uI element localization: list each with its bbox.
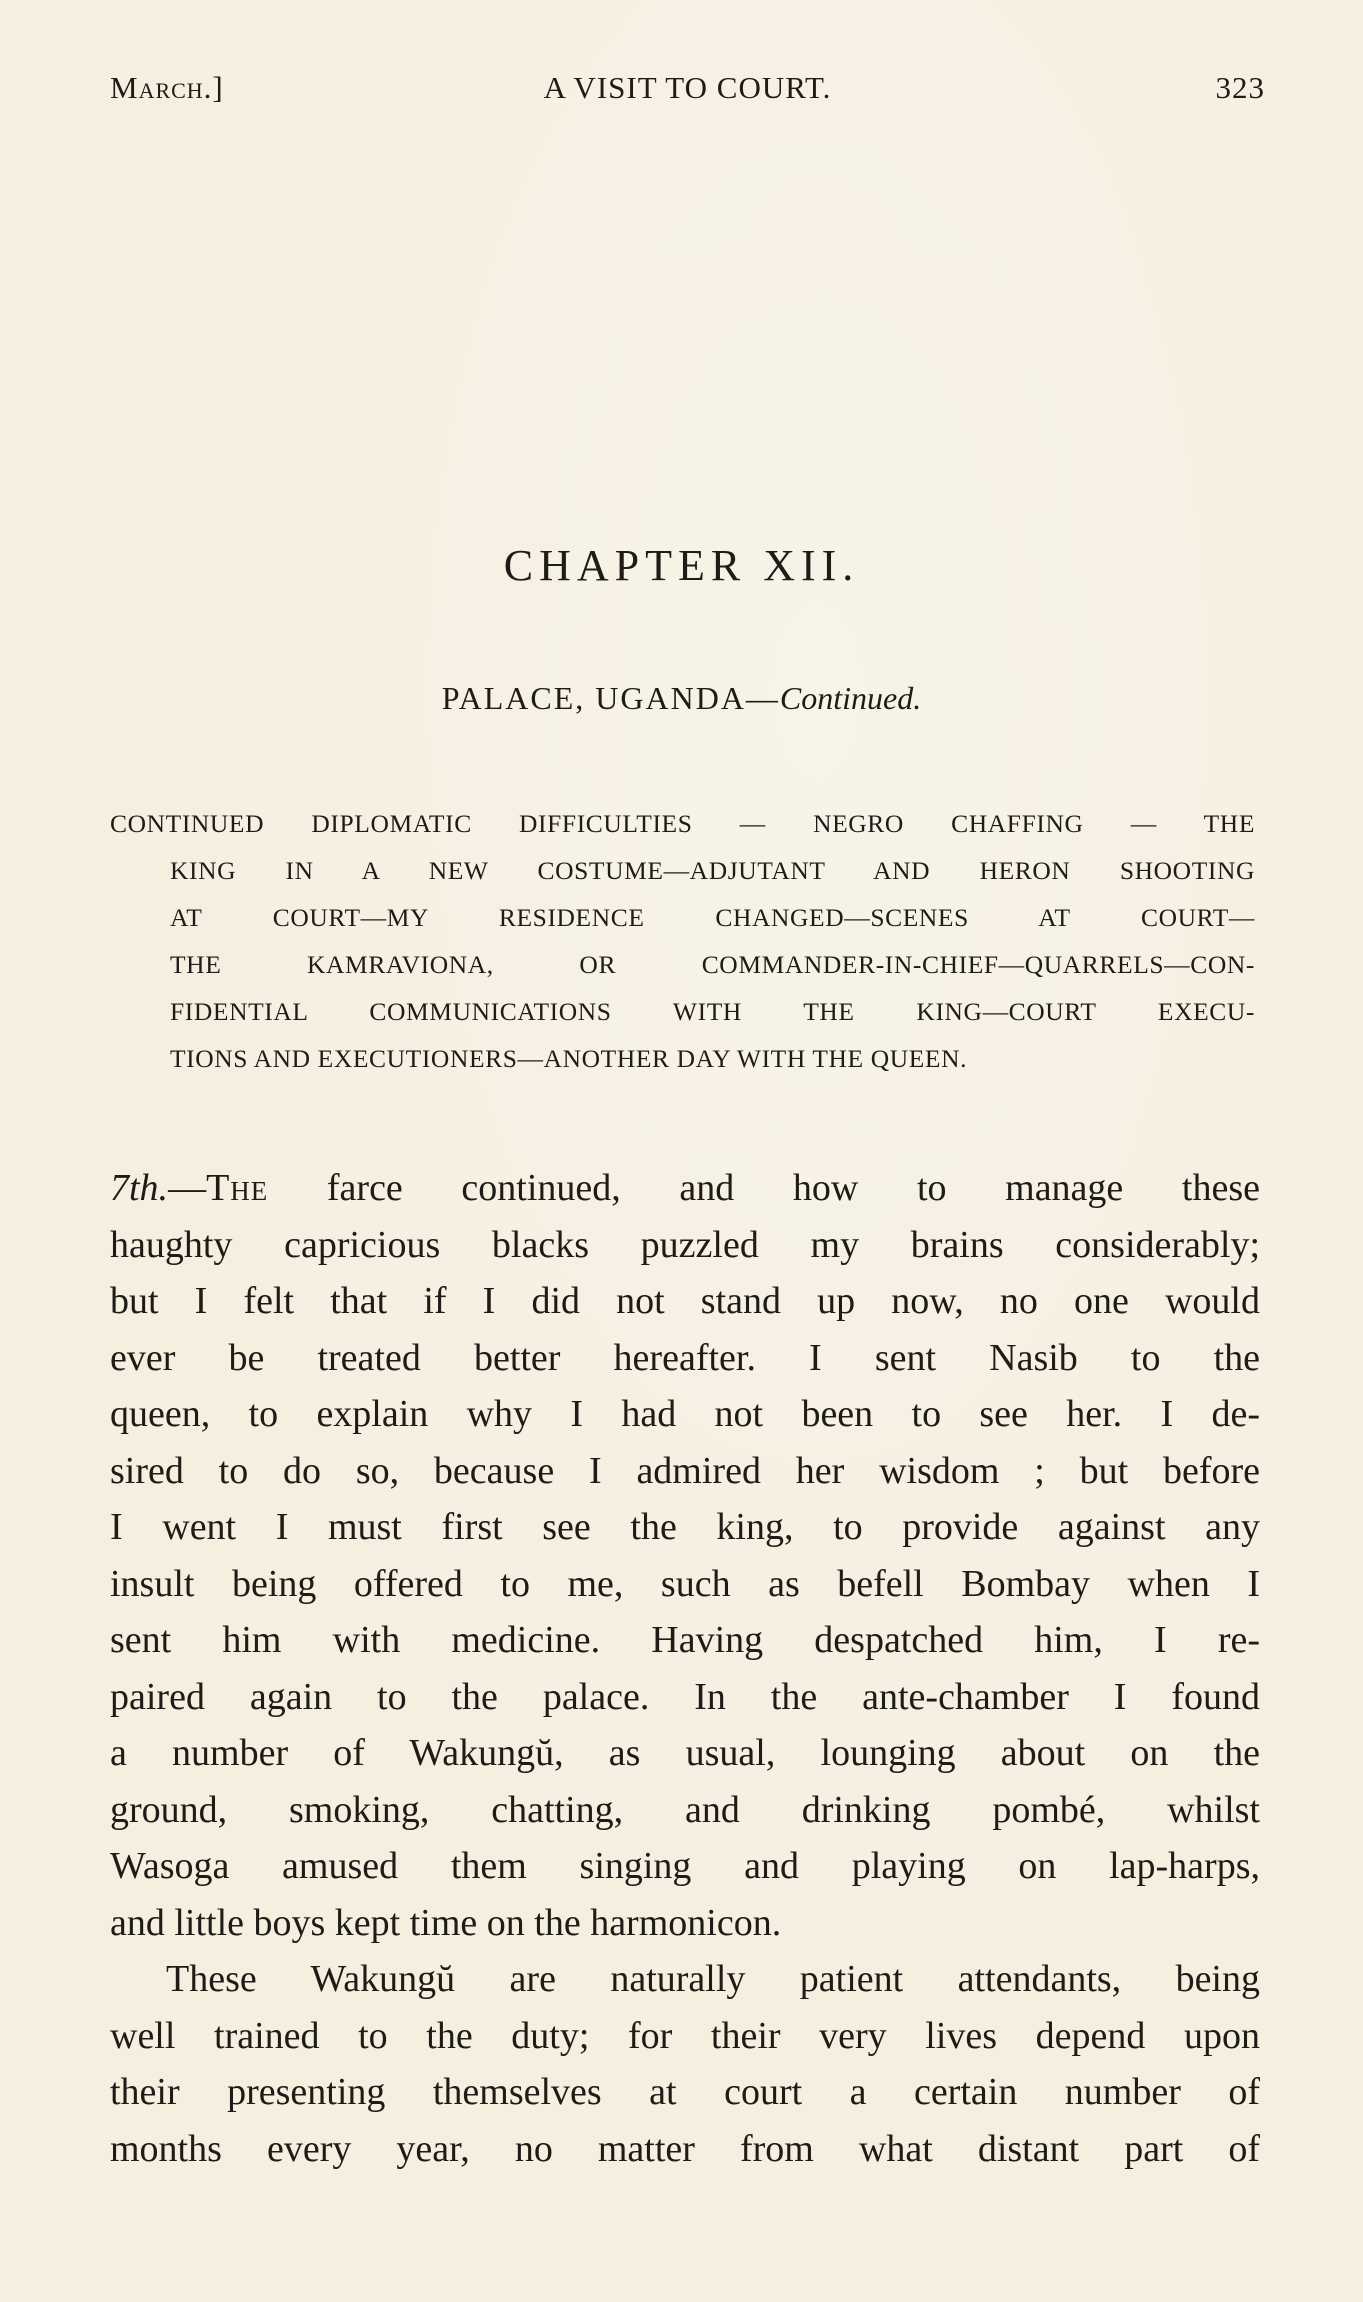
body-line: sent him with medicine. Having despatched him, I re- — [110, 1619, 1260, 1661]
body-line: haughty capricious blacks puzzled my brains considerably; — [110, 1223, 1260, 1266]
entry-first-word: The — [206, 1167, 269, 1209]
summary-line: THE KAMRAVIONA, OR COMMANDER-IN-CHIEF—QUARRELS—CON- — [170, 950, 1255, 979]
body-line: ever be treated better hereafter. I sent Nasib to the — [110, 1336, 1260, 1379]
chapter-subtitle-main: PALACE, UGANDA— — [441, 680, 780, 716]
body-line: but I felt that if I did not stand up now, no one would — [110, 1280, 1260, 1322]
summary-line: FIDENTIAL COMMUNICATIONS WITH THE KING—COURT EXECU- — [170, 997, 1255, 1026]
body-line: ground, smoking, chatting, and drinking pombé, whilst — [110, 1788, 1260, 1831]
chapter-subtitle — [0, 680, 1363, 717]
body-line: These Wakungŭ are naturally patient attendants, being — [166, 1958, 1260, 2000]
body-line: and little boys kept time on the harmonicon. — [110, 1901, 782, 1944]
chapter-subtitle-continued: Continued. — [779, 680, 922, 716]
body-line: I went I must first see the king, to provide against any — [110, 1506, 1260, 1548]
body-line: well trained to the duty; for their very lives depend upon — [110, 2014, 1260, 2057]
entry-first-line-rest: farce continued, and how to manage these — [268, 1167, 1260, 1209]
page-number: 323 — [1215, 70, 1265, 105]
entry-date: 7th. — [110, 1167, 169, 1209]
chapter-summary — [110, 800, 1255, 1082]
summary-line: KING IN A NEW COSTUME—ADJUTANT AND HERON SHOOTING — [170, 856, 1255, 885]
summary-line: AT COURT—MY RESIDENCE CHANGED—SCENES AT COURT— — [170, 903, 1255, 932]
entry-dash: — — [168, 1167, 207, 1209]
body-line: paired again to the palace. In the ante-chamber I found — [110, 1675, 1260, 1718]
summary-line: CONTINUED DIPLOMATIC DIFFICULTIES — NEGRO CHAFFING — THE — [110, 809, 1255, 838]
body-line: Wasoga amused them singing and playing on lap-harps, — [110, 1845, 1260, 1887]
body-line: queen, to explain why I had not been to see her. I de- — [110, 1393, 1260, 1435]
running-head-title: A VISIT TO COURT. — [543, 70, 832, 105]
summary-line: TIONS AND EXECUTIONERS—ANOTHER DAY WITH THE QUEEN. — [170, 1044, 968, 1073]
running-head — [110, 70, 1265, 110]
body-line-first — [110, 1160, 1260, 1217]
body-line: their presenting themselves at court a certain number of — [110, 2071, 1260, 2113]
body-line: sired to do so, because I admired her wisdom ; but before — [110, 1449, 1260, 1492]
body-text — [110, 1160, 1260, 2177]
body-line: a number of Wakungŭ, as usual, lounging about on the — [110, 1732, 1260, 1774]
running-head-month: March.] — [110, 70, 224, 105]
body-line: months every year, no matter from what distant part of — [110, 2127, 1260, 2170]
chapter-title: CHAPTER XII. — [503, 541, 860, 590]
body-line: insult being offered to me, such as befell Bombay when I — [110, 1562, 1260, 1605]
